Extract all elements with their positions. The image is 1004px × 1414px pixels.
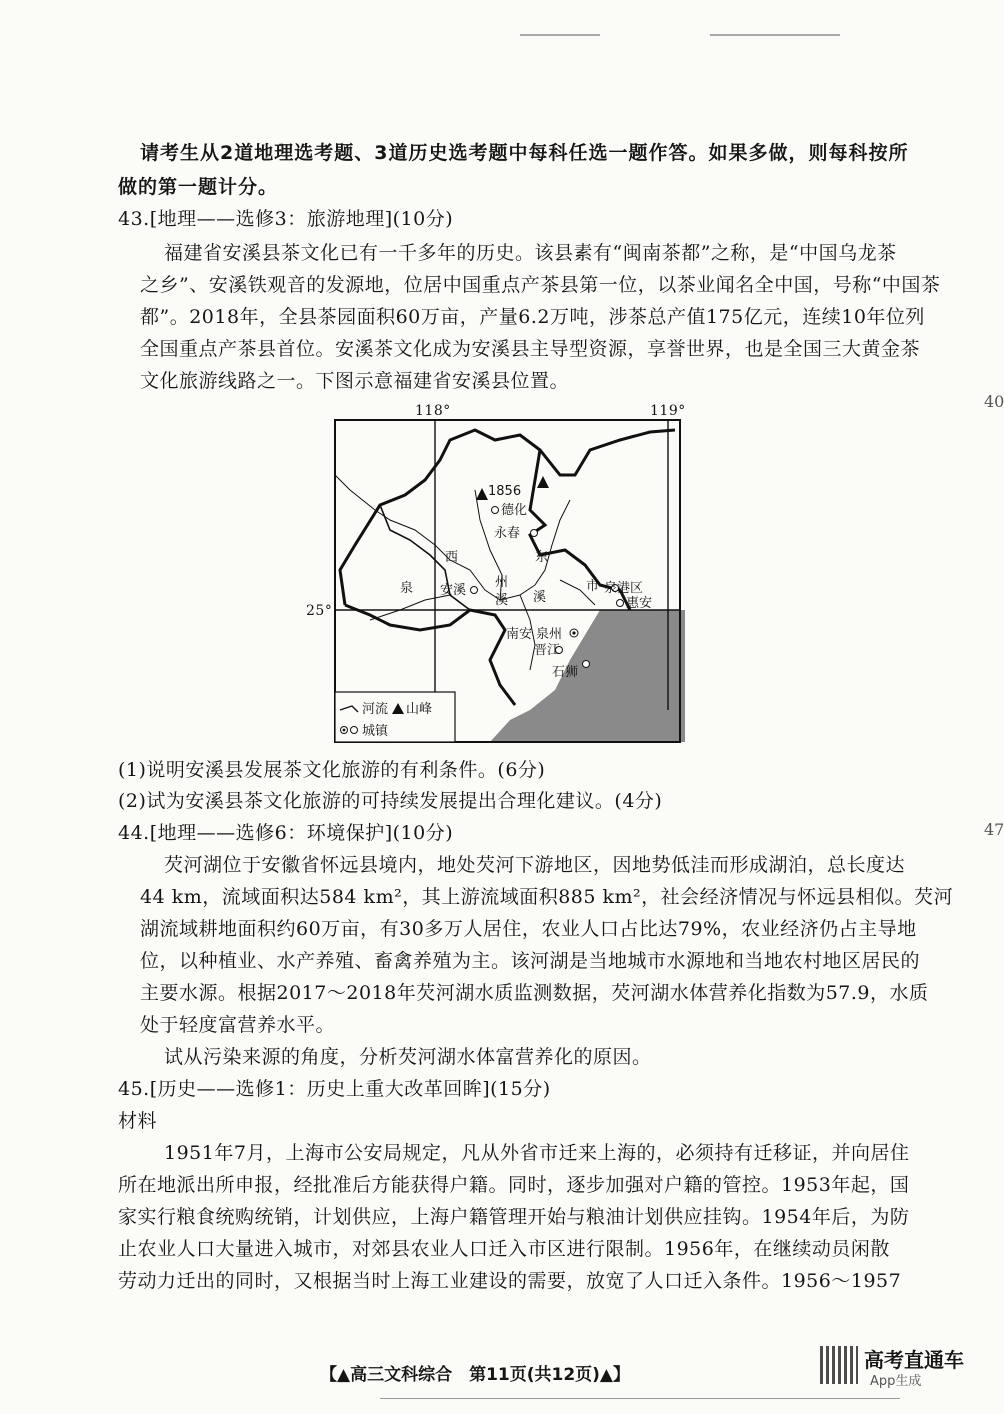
- peak-icon: [537, 476, 549, 488]
- q44-para-line: 主要水源。根据2017～2018年芡河湖水质监测数据，芡河湖水体营养化指数为57.9，水质: [140, 982, 929, 1004]
- q45-header: 45.[历史——选修1：历史上重大改革回眸](15分): [118, 1078, 551, 1100]
- q44-para-line: 44 km，流域面积达584 km²，其上游流域面积885 km²，社会经济情况与怀远县相似。芡河: [140, 886, 954, 908]
- map-label-25: 25°: [306, 603, 333, 619]
- town-legend-icon: [351, 727, 358, 734]
- legend-river-label: 河流: [362, 702, 389, 717]
- town-icon: [617, 600, 624, 607]
- town-label-quanzhou: 泉州: [536, 627, 563, 642]
- river-label-zhou: 州: [495, 575, 509, 590]
- q44-question: 试从污染来源的角度，分析芡河湖水体富营养化的原因。: [164, 1046, 652, 1068]
- scan-mark: [520, 34, 600, 36]
- q43-question-2: (2)试为安溪县茶文化旅游的可持续发展提出合理化建议。(4分): [118, 790, 663, 812]
- town-label-nanan: 南安: [506, 627, 533, 642]
- q45-material-label: 材料: [118, 1110, 158, 1132]
- town-icon: [531, 530, 538, 537]
- scan-mark: [710, 34, 840, 36]
- town-icon: [583, 661, 590, 668]
- river: [370, 595, 450, 620]
- side-mark: 47: [984, 820, 1004, 839]
- q43-para-line: 福建省安溪县茶文化已有一千多年的历史。该县素有“闽南茶都”之称，是“中国乌龙茶: [164, 242, 897, 264]
- city-label-shi: 市: [586, 579, 600, 594]
- q44-para-line: 湖流域耕地面积约60万亩，有30多万人居住，农业人口占比达79%，农业经济仍占主导地: [140, 918, 917, 940]
- q45-para-line: 所在地派出所申报，经批准后方能获得户籍。同时，逐步加强对户籍的管控。1953年起，国: [118, 1174, 910, 1196]
- town-label-huian: 惠安: [626, 596, 653, 611]
- city-label-quan: 泉: [400, 581, 414, 596]
- q45-para-line: 止农业人口大量进入城市，对郊县农业人口迁入市区进行限制。1956年，在继续动员闲散: [118, 1238, 890, 1260]
- river-label-dong: 东: [535, 550, 549, 565]
- river-label-xi: 西: [445, 550, 459, 565]
- side-mark: 40: [984, 392, 1004, 411]
- q44-para-line: 芡河湖位于安徽省怀远县境内，地处芡河下游地区，因地势低洼而形成湖泊，总长度达: [164, 854, 906, 876]
- qr-code-icon: [820, 1346, 858, 1384]
- town-label-shishi: 石狮: [552, 665, 579, 680]
- q43-header: 43.[地理——选修3：旅游地理](10分): [118, 208, 454, 230]
- town-label-anxi: 安溪: [440, 583, 467, 598]
- intro-line-1: 请考生从2道地理选考题、3道历史选考题中每科任选一题作答。如果多做，则每科按所: [140, 142, 909, 164]
- q44-para-line: 位，以种植业、水产养殖、畜禽养殖为主。该河湖是当地城市水源地和当地农村地区居民的: [140, 950, 921, 972]
- anxi-location-map: [330, 420, 685, 742]
- city-legend-icon-dot: [343, 729, 346, 732]
- intro-line-2: 做的第一题计分。: [118, 176, 279, 198]
- town-label-dehua: 德化: [501, 503, 528, 518]
- brand-name: 高考直通车: [864, 1348, 964, 1372]
- q43-question-1: (1)说明安溪县发展茶文化旅游的有利条件。(6分): [118, 759, 546, 781]
- brand-sub: App生成: [870, 1374, 922, 1389]
- town-icon: [471, 587, 478, 594]
- town-icon: [492, 507, 499, 514]
- river: [535, 500, 570, 585]
- town-label-quangang: 泉港区: [604, 581, 644, 596]
- legend-peak-label: 山峰: [406, 702, 433, 717]
- peak-elevation-label: 1856: [488, 484, 522, 499]
- legend-box: [335, 692, 455, 742]
- q45-para-line: 1951年7月，上海市公安局规定，凡从外省市迁来上海的，必须持有迁移证，并向居住: [164, 1142, 910, 1164]
- q45-para-line: 劳动力迁出的同时，又根据当时上海工业建设的需要，放宽了人口迁入条件。1956～1957: [118, 1270, 902, 1292]
- river-label-xi-stream-west: 溪: [495, 593, 509, 608]
- peak-icon: [476, 488, 488, 500]
- q44-para-line: 处于轻度富营养水平。: [140, 1014, 336, 1036]
- city-icon-dot: [572, 631, 575, 634]
- map-label-119: 119°: [650, 403, 686, 419]
- legend-town-label: 城镇: [362, 724, 389, 739]
- town-label-jinjiang: 晋江: [534, 643, 561, 658]
- town-label-yongchun: 永春: [494, 526, 521, 541]
- page-footer: 【▲高三文科综合 第11页(共12页)▲】: [320, 1365, 631, 1385]
- q45-para-line: 家实行粮食统购统销，计划供应，上海户籍管理开始与粮油计划供应挂钩。1954年后，为防: [118, 1206, 910, 1228]
- bottom-rule: [380, 1398, 900, 1399]
- map-label-118: 118°: [415, 403, 451, 419]
- q43-para-line: 都”。2018年，全县茶园面积60万亩，产量6.2万吨，涉茶总产值175亿元，连续10年位列: [140, 306, 925, 328]
- q43-para-line: 全国重点产茶县首位。安溪茶文化成为安溪县主导型资源，享誉世界，也是全国三大黄金茶: [140, 338, 921, 360]
- q43-para-line: 之乡”、安溪铁观音的发源地，位居中国重点产茶县第一位，以茶业闻名全中国，号称“中国茶: [140, 274, 941, 296]
- river-label-xi-stream-east: 溪: [533, 590, 547, 605]
- q44-header: 44.[地理——选修6：环境保护](10分): [118, 822, 454, 844]
- q43-para-line: 文化旅游线路之一。下图示意福建省安溪县位置。: [140, 370, 570, 392]
